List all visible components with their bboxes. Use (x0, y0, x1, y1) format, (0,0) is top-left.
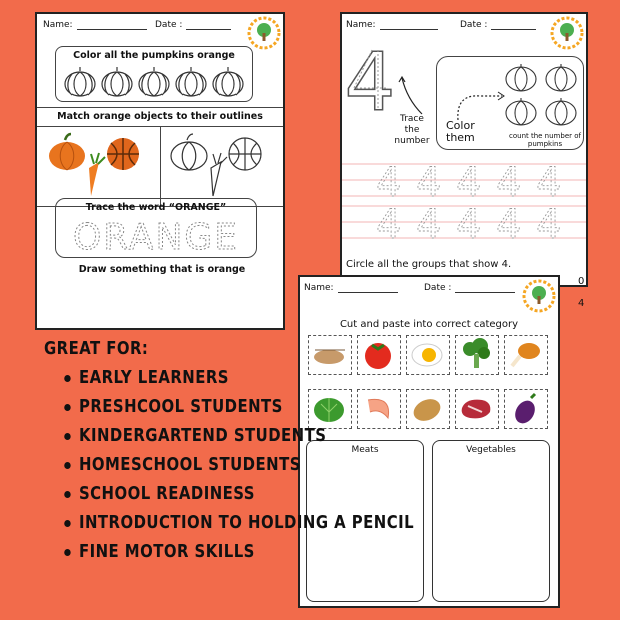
orange-objects-outlines (169, 132, 279, 202)
arrow-to-number-icon (397, 74, 427, 116)
pumpkin-outline-4 (176, 67, 206, 96)
food-cell-chicken-leg[interactable] (504, 335, 548, 375)
trace-title: Trace the word “ORANGE” (85, 202, 227, 213)
pumpkins-section (55, 46, 253, 102)
great-for-heading: GREAT FOR: (44, 338, 149, 359)
great-for-item: INTRODUCTION TO HOLDING A PENCIL (44, 512, 414, 533)
match-section (37, 107, 283, 207)
pumpkin-colored-icon (49, 134, 85, 170)
tree-logo-icon (522, 279, 556, 313)
pumpkin-outline-1 (506, 64, 536, 91)
trace-word-section (55, 198, 257, 258)
tree-logo-icon (247, 16, 281, 50)
pumpkin-outlines (60, 65, 248, 99)
food-cell-broccoli[interactable] (455, 335, 499, 375)
name-label: Name: (346, 20, 376, 30)
circle-title: Circle all the groups that show 4. (346, 259, 512, 270)
pumpkin-outline-2 (102, 67, 132, 96)
tree-logo-icon (550, 16, 584, 50)
carrot-colored-icon (89, 153, 105, 196)
great-for-item: HOMESCHOOL STUDENTS (44, 454, 414, 475)
category-vegetables-box[interactable] (432, 440, 550, 602)
name-label: Name: (304, 283, 334, 293)
date-label: Date : (424, 283, 452, 293)
name-label: Name: (43, 20, 73, 30)
pumpkin-outline-3 (506, 98, 536, 125)
big-number-four-trace (344, 38, 400, 118)
date-label: Date : (155, 20, 183, 30)
trace-four-1: 4 (376, 160, 402, 206)
trace-four-2: 4 (416, 160, 442, 206)
trace-word-text (60, 215, 252, 257)
worksheet-color-orange (35, 12, 285, 330)
category-vegetables-label: Vegetables (466, 445, 516, 455)
basketball-outline-icon (229, 138, 261, 170)
pumpkins-title: Color all the pumpkins orange (73, 50, 235, 61)
trace-four-10: 4 (536, 202, 562, 244)
pumpkin-outline-1 (65, 67, 95, 96)
food-cell-eggplant[interactable] (504, 389, 548, 429)
great-for-item: PRESHCOOL STUDENTS (44, 396, 414, 417)
draw-title: Draw something that is orange (78, 264, 246, 275)
trace-four-3: 4 (456, 160, 482, 206)
orange-objects-colored (47, 132, 157, 202)
category-meats-label: Meats (351, 445, 379, 455)
cut-paste-title: Cut and paste into correct category (339, 319, 519, 330)
pumpkin-outline-2 (546, 64, 576, 91)
trace-four-8: 4 (456, 202, 482, 244)
basketball-colored-icon (107, 138, 139, 170)
great-for-item: SCHOOL READINESS (44, 483, 414, 504)
color-label: Color them (446, 119, 475, 144)
trace-four-4: 4 (496, 160, 522, 206)
great-for-item: KINDERGARTEND STUDENTS (44, 425, 414, 446)
trace-four-6: 4 (376, 202, 402, 244)
food-cell-steak[interactable] (455, 389, 499, 429)
pumpkins-count-box (436, 56, 584, 150)
great-for-item: FINE MOTOR SKILLS (44, 541, 414, 562)
trace-word: ORANGE (72, 217, 240, 257)
count-label: count the number of pumpkins (509, 132, 581, 148)
great-for-list (44, 338, 446, 562)
great-for-item: EARLY LEARNERS (44, 367, 414, 388)
date-label: Date : (460, 20, 488, 30)
big-number: 4 (344, 38, 396, 118)
trace-four-5: 4 (536, 160, 562, 206)
trace-four-rows (342, 160, 586, 244)
trace-four-7: 4 (416, 202, 442, 244)
four-pumpkins (503, 61, 581, 131)
pumpkin-outline-4 (546, 98, 576, 125)
carrot-outline-icon (211, 153, 227, 196)
partial-digit-2: 4 (578, 298, 585, 309)
worksheet-number-four (340, 12, 588, 287)
pumpkin-outline-icon (171, 134, 207, 170)
match-title: Match orange objects to their outlines (57, 111, 263, 122)
pumpkin-outline-5 (213, 67, 243, 96)
trace-four-9: 4 (496, 202, 522, 244)
partial-digit-1: 0 (578, 276, 585, 287)
trace-label: Trace the number (394, 114, 430, 146)
pumpkin-outline-3 (139, 67, 169, 96)
